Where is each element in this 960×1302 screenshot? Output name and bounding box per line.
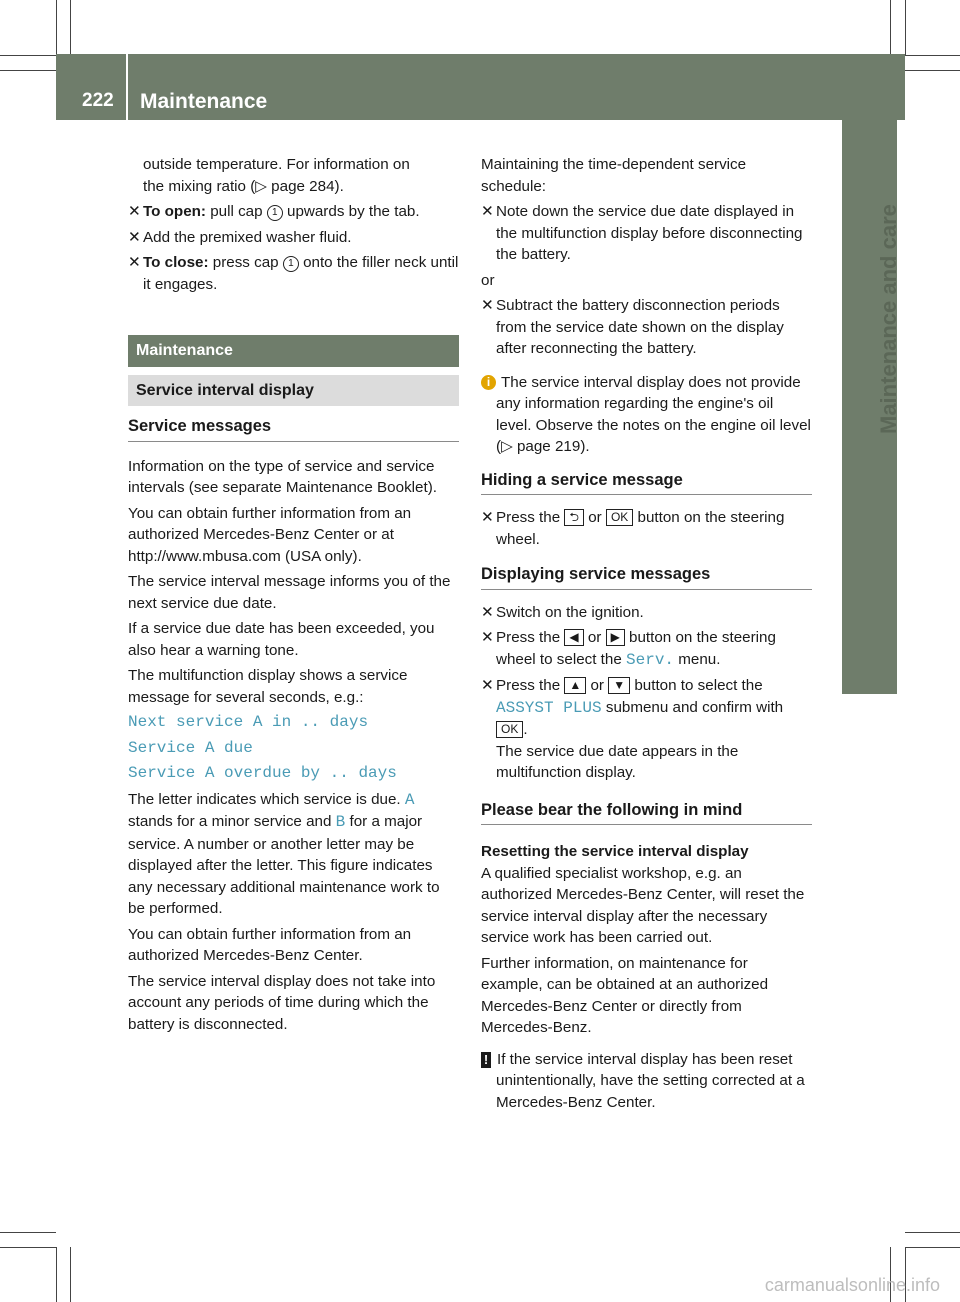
page-reference[interactable]: page 284). <box>271 177 344 195</box>
step-text: Press the <box>496 509 565 526</box>
left-arrow-button-icon: ◀ <box>564 629 583 646</box>
step-text: upwards by the tab. <box>282 203 420 220</box>
display-message: Service A overdue by .. days <box>128 764 397 782</box>
warning-icon: ! <box>481 1052 491 1068</box>
paragraph: If a service due date has been exceeded, you also hear a warning tone. <box>128 620 435 659</box>
step-text: Add the premixed washer fluid. <box>143 228 352 246</box>
crop-mark <box>890 0 891 55</box>
paragraph-text: stands for a minor service and <box>128 813 336 830</box>
intro-line: the mixing ratio ( <box>143 177 256 195</box>
step-text: press cap <box>208 254 283 271</box>
paragraph: or <box>481 271 495 289</box>
down-arrow-button-icon: ▼ <box>608 677 630 694</box>
step-text: submenu and confirm with <box>601 698 784 716</box>
subheading-resetting: Resetting the service interval display <box>481 843 749 860</box>
heading-service-messages: Service messages <box>128 416 459 442</box>
page-number: 222 <box>82 90 114 111</box>
heading-displaying-service-messages: Displaying service messages <box>481 564 812 590</box>
step-text: Note down the service due date displayed in the multifunction display before disconnecting the battery. <box>496 203 803 263</box>
paragraph: A qualified specialist workshop, e.g. an authorized Mercedes-Benz Center, will reset the service interval display after the necessary service work has been carried out. <box>481 864 805 946</box>
list-item <box>481 675 812 784</box>
step-text: onto the filler neck until it engages. <box>143 254 459 293</box>
page-header <box>56 54 905 120</box>
warning-note <box>481 1049 812 1114</box>
list-item <box>481 507 812 550</box>
page-reference[interactable]: page 219). <box>516 438 590 455</box>
list-item <box>481 627 812 671</box>
paragraph: Further information, on maintenance for example, can be obtained at an authorized Mercedes-Benz Center or directly from Mercedes-Benz. <box>481 954 769 1036</box>
callout-1-icon: 1 <box>267 205 283 221</box>
up-arrow-button-icon: ▲ <box>564 677 586 694</box>
intro-line: outside temperature. For information on <box>143 156 410 173</box>
crop-mark <box>905 0 906 55</box>
watermark: carmanualsonline.info <box>764 1275 940 1295</box>
x-bullet-icon: ✕ <box>481 629 494 646</box>
crop-mark <box>56 1247 57 1302</box>
list-item <box>481 602 812 624</box>
step-text: menu. <box>674 650 721 668</box>
list-item <box>481 201 812 266</box>
list-item <box>128 201 459 223</box>
crop-mark <box>905 1247 960 1248</box>
crop-mark <box>56 0 57 55</box>
crop-mark <box>70 1247 71 1302</box>
paragraph-text: for a major service. A number or another letter may be displayed after the letter. This figure indicates any necessary additional maintenance work to be performed. <box>128 813 440 917</box>
back-button-icon: ⮌ <box>564 509 584 526</box>
step-text: Press the <box>496 629 565 646</box>
step-text: pull cap <box>205 203 267 220</box>
page-title: Maintenance <box>140 90 268 113</box>
menu-serv: Serv. <box>626 650 675 669</box>
x-bullet-icon: ✕ <box>128 203 141 220</box>
x-bullet-icon: ✕ <box>481 203 494 220</box>
info-note <box>481 372 812 458</box>
crop-mark <box>905 1232 960 1233</box>
display-message: Next service A in .. days <box>128 713 369 731</box>
step-text: Subtract the battery disconnection periods from the service date shown on the display after reconnecting the battery. <box>496 297 784 357</box>
info-icon: i <box>481 375 496 390</box>
menu-assyst-plus: ASSYST PLUS <box>496 698 602 717</box>
crop-mark <box>0 55 56 56</box>
paragraph: The service interval message informs you of the next service due date. <box>128 573 451 612</box>
side-tab-label: Maintenance and care <box>876 204 901 434</box>
page-reference-arrow-icon: ▷ <box>501 438 517 455</box>
step-text: or <box>586 677 609 694</box>
info-text: The service interval display does not provide any information regarding the engine's oil level. Observe the notes on the engine oil level ( <box>496 373 811 455</box>
step-text: Switch on the ignition. <box>496 603 644 621</box>
step-text: button on the steering wheel to select the <box>496 629 776 668</box>
step-text: or <box>584 509 606 526</box>
list-item <box>128 252 459 295</box>
service-letter-a: A <box>404 790 415 809</box>
x-bullet-icon: ✕ <box>128 228 141 246</box>
step-text: Press the <box>496 677 565 694</box>
step-label: To close: <box>143 254 209 271</box>
step-text: . <box>523 721 528 738</box>
intro-paragraph <box>128 154 459 197</box>
right-arrow-button-icon: ▶ <box>606 629 625 646</box>
chapter-side-tab <box>876 54 960 694</box>
subsection-heading-band: Service interval display <box>128 375 459 407</box>
section-heading-band: Maintenance <box>128 335 459 367</box>
right-column <box>481 154 812 1117</box>
heading-hiding-service-message: Hiding a service message <box>481 470 812 496</box>
heading-please-bear-in-mind: Please bear the following in mind <box>481 800 812 826</box>
service-letter-b: B <box>335 813 346 831</box>
header-divider <box>126 54 128 120</box>
callout-1-icon: 1 <box>283 256 299 272</box>
x-bullet-icon: ✕ <box>128 254 141 271</box>
x-bullet-icon: ✕ <box>481 603 494 621</box>
list-item <box>481 295 812 360</box>
step-text: button on the steering wheel. <box>496 509 785 548</box>
left-column <box>128 154 459 1039</box>
paragraph: The multifunction display shows a service message for several seconds, e.g.: <box>128 667 408 706</box>
ok-button-icon: OK <box>606 509 633 526</box>
paragraph: You can obtain further information from an authorized Mercedes-Benz Center or at http://www.mbusa.com (USA only). <box>128 504 412 565</box>
x-bullet-icon: ✕ <box>481 509 494 526</box>
display-message: Service A due <box>128 738 253 757</box>
step-result: The service due date appears in the multifunction display. <box>496 742 739 781</box>
step-label: To open: <box>143 203 206 220</box>
paragraph: You can obtain further information from an authorized Mercedes-Benz Center. <box>128 925 412 964</box>
paragraph: Maintaining the time-dependent service schedule: <box>481 156 747 195</box>
x-bullet-icon: ✕ <box>481 297 494 314</box>
ok-button-icon: OK <box>496 721 523 738</box>
list-item <box>128 227 459 249</box>
paragraph: The service interval display does not take into account any periods of time during which the battery is disconnected. <box>128 972 436 1033</box>
warning-text: If the service interval display has been reset unintentionally, have the setting corrected at a Mercedes-Benz Center. <box>496 1050 805 1111</box>
crop-mark <box>0 1232 56 1233</box>
step-text: or <box>583 629 606 646</box>
crop-mark <box>0 1247 56 1248</box>
x-bullet-icon: ✕ <box>481 677 494 694</box>
page-reference-arrow-icon: ▷ <box>255 177 272 195</box>
crop-mark <box>70 0 71 55</box>
paragraph <box>128 789 459 920</box>
crop-mark <box>0 70 56 71</box>
step-text: button to select the <box>630 677 763 694</box>
paragraph: Information on the type of service and service intervals (see separate Maintenance Booklet). <box>128 457 437 496</box>
paragraph-text: The letter indicates which service is due. <box>128 790 405 808</box>
